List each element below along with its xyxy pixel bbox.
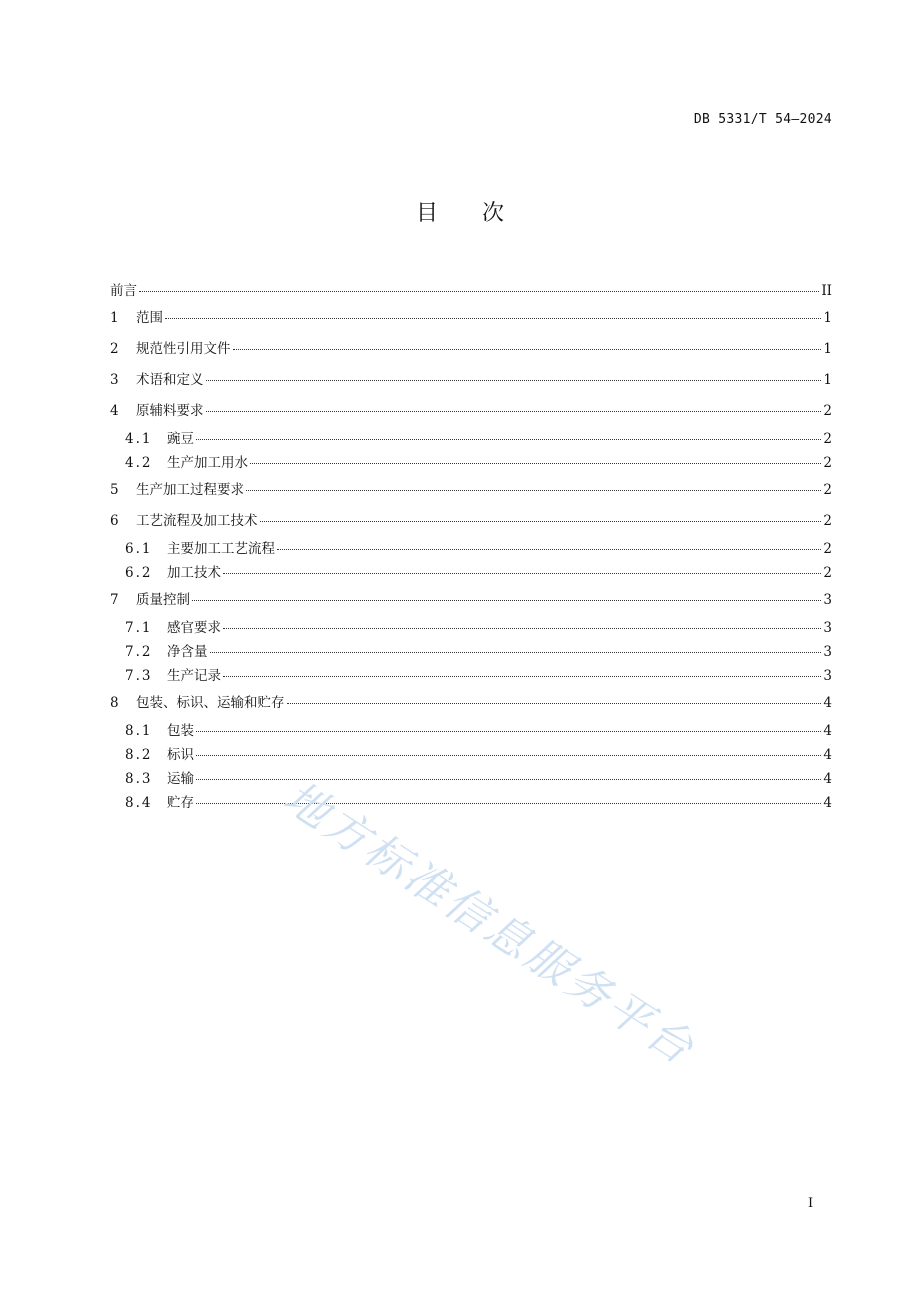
toc-section-entry[interactable] [110, 537, 832, 561]
toc-entry-page: 2 [823, 513, 832, 529]
toc-entry-page: 1 [823, 372, 832, 388]
toc-entry-page: 3 [823, 668, 832, 684]
toc-entry-page: 3 [823, 644, 832, 660]
toc-dot-leader [192, 599, 821, 601]
toc-entry-label: 工艺流程及加工技术 [136, 513, 258, 529]
toc-section-entry[interactable] [110, 640, 832, 664]
toc-entry-number: 6.2 [125, 565, 153, 581]
toc-entry-label: 加工技术 [167, 565, 221, 581]
toc-entry-page: 3 [823, 620, 832, 636]
toc-dot-leader [260, 520, 822, 522]
toc-entry-number: 4 [110, 403, 119, 419]
toc-entry-page: 4 [823, 747, 832, 763]
toc-section-entry[interactable] [110, 791, 832, 815]
toc-section-entry[interactable] [110, 664, 832, 688]
toc-chapter-entry[interactable] [110, 303, 832, 334]
toc-dot-leader [233, 348, 822, 350]
toc-chapter-entry[interactable] [110, 334, 832, 365]
toc-entry-label: 运输 [167, 771, 194, 787]
toc-dot-leader [206, 379, 822, 381]
toc-entry-number: 4.1 [125, 431, 153, 447]
toc-entry-number: 1 [110, 310, 119, 326]
toc-dot-leader [139, 290, 819, 292]
toc-entry-page: 2 [823, 565, 832, 581]
toc-entry-label: 豌豆 [167, 431, 194, 447]
toc-chapter-entry[interactable] [110, 506, 832, 537]
toc-dot-leader [223, 572, 821, 574]
toc-entry-number: 3 [110, 372, 119, 388]
toc-entry-number: 2 [110, 341, 119, 357]
toc-entry-number: 7.2 [125, 644, 153, 660]
toc-entry-number: 6 [110, 513, 119, 529]
toc-entry-label: 术语和定义 [136, 372, 204, 388]
toc-entry-page: 2 [823, 403, 832, 419]
toc-entry-number: 8 [110, 695, 119, 711]
toc-entry-number: 7.3 [125, 668, 153, 684]
toc-entry-page: 4 [823, 771, 832, 787]
toc-entry-number: 5 [110, 482, 119, 498]
toc-entry-page: 2 [823, 455, 832, 471]
toc-entry-number: 8.4 [125, 795, 153, 811]
toc-entry-page: II [821, 283, 832, 299]
toc-dot-leader [246, 489, 821, 491]
toc-entry-label: 净含量 [167, 644, 208, 660]
toc-entry-page: 4 [823, 695, 832, 711]
toc-entry-label: 标识 [167, 747, 194, 763]
toc-dot-leader [206, 410, 822, 412]
toc-entry-label: 前言 [110, 283, 137, 299]
toc-entry-label: 生产加工过程要求 [136, 482, 244, 498]
toc-dot-leader [196, 778, 821, 780]
toc-dot-leader [196, 730, 821, 732]
toc-entry-number: 7.1 [125, 620, 153, 636]
watermark: 地方标准信息服务平台 [274, 771, 705, 1076]
toc-entry-number: 4.2 [125, 455, 153, 471]
toc-chapter-entry[interactable] [110, 365, 832, 396]
toc-chapter-entry[interactable] [110, 688, 832, 719]
toc-dot-leader [196, 438, 821, 440]
toc-entry-number: 8.3 [125, 771, 153, 787]
toc-chapter-entry[interactable] [110, 279, 832, 303]
toc-dot-leader [223, 627, 821, 629]
toc-entry-number: 8.1 [125, 723, 153, 739]
toc-dot-leader [165, 317, 821, 319]
toc-entry-number: 6.1 [125, 541, 153, 557]
toc-entry-label: 贮存 [167, 795, 194, 811]
toc-entry-number: 7 [110, 592, 119, 608]
toc-section-entry[interactable] [110, 743, 832, 767]
document-code: DB 5331/T 54—2024 [693, 112, 832, 127]
toc-dot-leader [250, 462, 821, 464]
table-of-contents [110, 279, 832, 815]
toc-entry-label: 包装、标识、运输和贮存 [136, 695, 285, 711]
toc-section-entry[interactable] [110, 561, 832, 585]
toc-entry-label: 生产加工用水 [167, 455, 248, 471]
toc-section-entry[interactable] [110, 767, 832, 791]
toc-section-entry[interactable] [110, 616, 832, 640]
toc-entry-page: 4 [823, 795, 832, 811]
toc-entry-label: 原辅料要求 [136, 403, 204, 419]
toc-dot-leader [210, 651, 822, 653]
toc-section-entry[interactable] [110, 719, 832, 743]
page-number: I [808, 1196, 814, 1211]
toc-section-entry[interactable] [110, 427, 832, 451]
toc-entry-label: 质量控制 [136, 592, 190, 608]
toc-chapter-entry[interactable] [110, 585, 832, 616]
toc-section-entry[interactable] [110, 451, 832, 475]
toc-entry-page: 4 [823, 723, 832, 739]
toc-entry-label: 感官要求 [167, 620, 221, 636]
toc-entry-label: 包装 [167, 723, 194, 739]
toc-entry-page: 1 [823, 310, 832, 326]
toc-entry-page: 2 [823, 431, 832, 447]
toc-dot-leader [196, 754, 821, 756]
toc-entry-label: 生产记录 [167, 668, 221, 684]
toc-entry-label: 规范性引用文件 [136, 341, 231, 357]
toc-entry-page: 2 [823, 541, 832, 557]
toc-dot-leader [223, 675, 821, 677]
toc-chapter-entry[interactable] [110, 396, 832, 427]
toc-dot-leader [196, 802, 821, 804]
toc-dot-leader [277, 548, 821, 550]
toc-chapter-entry[interactable] [110, 475, 832, 506]
toc-entry-page: 1 [823, 341, 832, 357]
toc-entry-label: 主要加工工艺流程 [167, 541, 275, 557]
toc-dot-leader [287, 702, 822, 704]
toc-entry-number: 8.2 [125, 747, 153, 763]
page-title: 目次 [415, 201, 548, 226]
toc-entry-page: 3 [823, 592, 832, 608]
toc-entry-page: 2 [823, 482, 832, 498]
toc-entry-label: 范围 [136, 310, 163, 326]
